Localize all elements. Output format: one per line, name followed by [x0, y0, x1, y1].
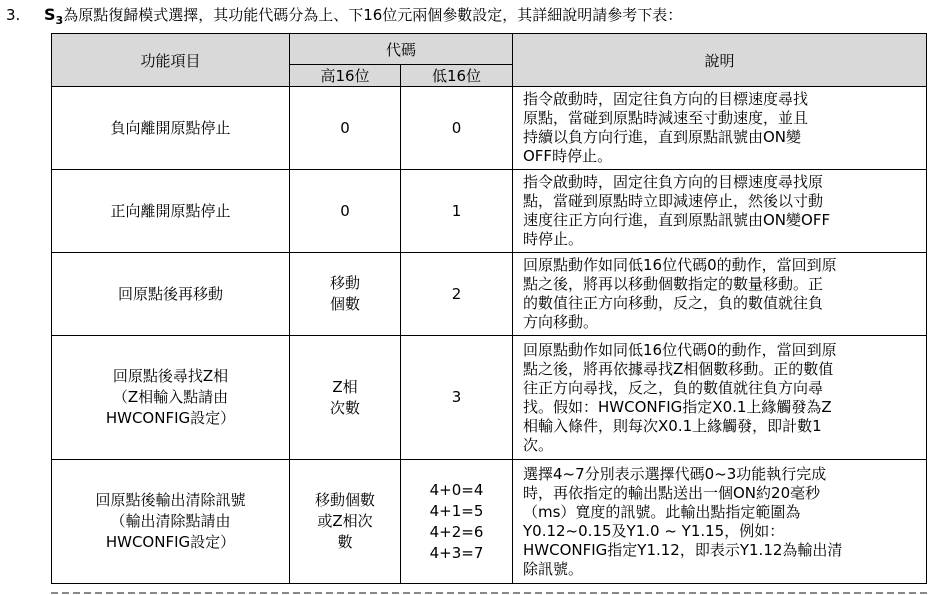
table-row [52, 170, 927, 253]
low-code-cell [401, 87, 513, 170]
header-low-16: 低16位 [401, 65, 513, 87]
high-code-cell [290, 460, 401, 584]
low-code-cell [401, 170, 513, 253]
description-cell [513, 336, 927, 460]
high-code-line: 數 [337, 533, 353, 551]
high-code-line: 次數 [329, 398, 360, 417]
low-code-cell [401, 460, 513, 584]
description-line: 速度往正方向行進，直到原點訊號由ON變OFF [523, 211, 831, 229]
description-cell [513, 170, 927, 253]
high-code-cell [290, 336, 401, 460]
high-code-cell [290, 87, 401, 170]
description-line: 點之後，將再以移動個數指定的數量移動。正 [523, 275, 824, 293]
description-line: OFF時停止。 [523, 147, 613, 165]
low-code-cell [401, 253, 513, 336]
function-cell [52, 336, 290, 460]
high-code-line: 移動個數 [314, 491, 375, 509]
description-line: 除訊號。 [523, 559, 584, 578]
high-code-line: 個數 [329, 295, 360, 313]
description-line: 次。 [523, 435, 554, 454]
cropped-footnote-line [51, 591, 927, 595]
function-cell [52, 253, 290, 336]
description-line: 的數值往正方向移動，反之，負的數值就往負 [523, 294, 824, 312]
function-cell [52, 460, 290, 584]
description-cell [513, 460, 927, 584]
function-line: （Z相輸入點請由 [112, 388, 229, 406]
table-row [52, 253, 927, 336]
function-line: 回原點後再移動 [117, 284, 223, 303]
high-code-line: 0 [340, 118, 350, 137]
header-high-16: 高16位 [290, 65, 401, 87]
high-code-line: 0 [340, 201, 350, 220]
function-line: 回原點後尋找Z相 [112, 367, 229, 385]
description-line: 指令啟動時，固定往負方向的目標速度尋找 [523, 90, 809, 108]
homing-mode-table [51, 33, 927, 584]
function-line: HWCONFIG設定） [105, 533, 236, 551]
low-code-line: 2 [451, 284, 462, 303]
description-line: 持續以負方向行進，直到原點訊號由ON變 [523, 128, 802, 146]
high-code-line: 或Z相次 [317, 512, 373, 530]
low-code-line: 4+3=7 [429, 543, 484, 562]
description-line: 時停止。 [523, 230, 584, 248]
intro-line [6, 4, 926, 28]
low-code-line: 4+1=5 [429, 501, 484, 520]
low-code-line: 0 [451, 118, 462, 137]
low-code-line: 4+0=4 [429, 480, 484, 499]
low-code-line: 1 [451, 201, 462, 220]
function-line: 回原點後輸出清除訊號 [95, 491, 246, 509]
table-row [52, 460, 927, 584]
description-line: 回原點動作如同低16位代碼0的動作，當回到原 [523, 340, 837, 359]
description-line: 點之後，將再依據尋找Z相個數移動。正的數值 [523, 359, 834, 378]
table-row [52, 87, 927, 170]
function-line: （輸出清除點請由 [110, 512, 231, 530]
description-line: 回原點動作如同低16位代碼0的動作，當回到原 [523, 256, 837, 274]
function-line: 正向離開原點停止 [110, 201, 231, 220]
function-cell [52, 87, 290, 170]
low-code-line: 4+2=6 [429, 522, 484, 541]
parameter-symbol: S [44, 5, 56, 24]
high-code-cell [290, 253, 401, 336]
description-line: 指令啟動時，固定往負方向的目標速度尋找原 [523, 173, 824, 191]
description-line: 點，當碰到原點時立即減速停止，然後以寸動 [523, 192, 824, 210]
description-line: 找。假如：HWCONFIG指定X0.1上緣觸發為Z [523, 397, 832, 416]
description-cell [513, 87, 927, 170]
function-line: 負向離開原點停止 [110, 118, 231, 137]
high-code-line: Z相 [332, 377, 358, 396]
description-line: 選擇4~7分別表示選擇代碼0~3功能執行完成 [523, 464, 827, 483]
function-cell [52, 170, 290, 253]
description-line: HWCONFIG指定Y1.12，即表示Y1.12為輸出清 [523, 540, 843, 559]
description-line: 原點，當碰到原點時減速至寸動速度，並且 [523, 109, 809, 127]
low-code-cell [401, 336, 513, 460]
item-number: 3. [6, 6, 21, 24]
description-cell [513, 253, 927, 336]
header-description: 說明 [513, 34, 927, 87]
function-line: HWCONFIG設定） [105, 409, 236, 427]
description-line: （ms）寬度的訊號。此輸出點指定範圍為 [523, 502, 801, 521]
high-code-cell [290, 170, 401, 253]
table-row [52, 336, 927, 460]
intro-text: 為原點復歸模式選擇，其功能代碼分為上、下16位元兩個參數設定，其詳細說明請參考下表： [63, 6, 683, 24]
description-line: 方向移動。 [523, 313, 599, 331]
header-code: 代碼 [290, 34, 513, 65]
description-line: 時，再依指定的輸出點送出一個ON約20毫秒 [523, 483, 821, 502]
low-code-line: 3 [451, 388, 462, 406]
high-code-line: 移動 [329, 274, 360, 292]
description-line: 往正方向尋找，反之，負的數值就往負方向尋 [523, 378, 824, 397]
header-function: 功能項目 [52, 34, 290, 87]
parameter-subscript: 3 [55, 14, 64, 27]
description-line: Y0.12~0.15及Y1.0 ~ Y1.15，例如： [523, 521, 785, 540]
description-line: 相輸入條件，則每次X0.1上緣觸發，即計數1 [523, 416, 822, 435]
